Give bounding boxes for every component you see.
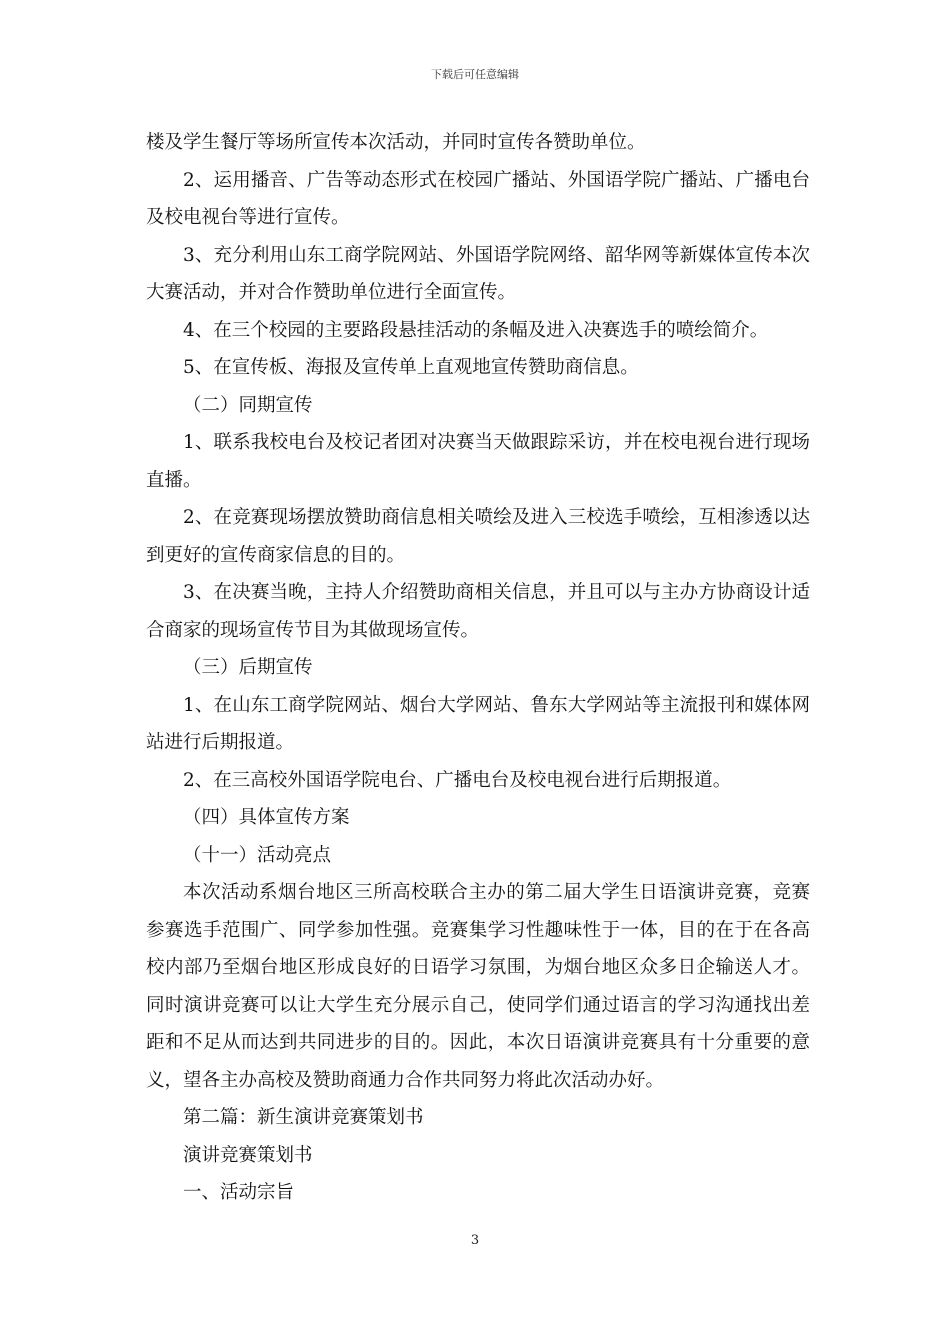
paragraph: 2、在三高校外国语学院电台、广播电台及校电视台进行后期报道。: [183, 769, 732, 791]
document-body: [146, 124, 810, 1212]
paragraph: （四）具体宣传方案: [183, 807, 350, 828]
paragraph: 1、联系我校电台及校记者团对决赛当天做跟踪采访，并在校电视台进行现场直播。: [146, 432, 810, 491]
paragraph: 3、在决赛当晚，主持人介绍赞助商相关信息，并且可以与主办方协商设计适合商家的现场宣传节目为其做现场宣传。: [146, 582, 810, 641]
paragraph: 1、在山东工商学院网站、烟台大学网站、鲁东大学网站等主流报刊和媒体网站进行后期报道。: [146, 694, 810, 753]
paragraph: 2、运用播音、广告等动态形式在校园广播站、外国语学院广播站、广播电台及校电视台等进行宣传。: [146, 169, 810, 228]
paragraph: 4、在三个校园的主要路段悬挂活动的条幅及进入决赛选手的喷绘简介。: [183, 319, 769, 341]
paragraph: 本次活动系烟台地区三所高校联合主办的第二届大学生日语演讲竞赛，竞赛参赛选手范围广、同学参加性强。竞赛集学习性趣味性于一体，目的在于在各高校内部乃至烟台地区形成良好的日语学习氛围，为烟台地区众多日企输送人才。同时演讲竞赛可以让大学生充分展示自己，使同学们通过语言的学习沟通找出差距和不足从而达到共同进步的目的。因此，本次日语演讲竞赛具有十分重要的意义，望各主办高校及赞助商通力合作共同努力将此次活动办好。: [146, 882, 810, 1091]
paragraph: 3、充分利用山东工商学院网站、外国语学院网络、韶华网等新媒体宣传本次大赛活动，并对合作赞助单位进行全面宣传。: [146, 244, 810, 303]
paragraph: 一、活动宗旨: [183, 1182, 295, 1203]
paragraph: （十一）活动亮点: [183, 844, 332, 866]
paragraph: （二）同期宣传: [183, 394, 313, 416]
page-header: 下载后可任意编辑: [431, 68, 519, 81]
paragraph: 2、在竞赛现场摆放赞助商信息相关喷绘及进入三校选手喷绘，互相渗透以达到更好的宣传商家信息的目的。: [146, 507, 810, 566]
paragraph: （三）后期宣传: [183, 657, 313, 678]
paragraph: 5、在宣传板、海报及宣传单上直观地宣传赞助商信息。: [183, 357, 639, 378]
paragraph: 楼及学生餐厅等场所宣传本次活动，并同时宣传各赞助单位。: [146, 132, 646, 153]
page-number: 3: [470, 1233, 480, 1248]
paragraph: 演讲竞赛策划书: [183, 1144, 313, 1166]
paragraph: 第二篇：新生演讲竞赛策划书: [183, 1107, 424, 1128]
